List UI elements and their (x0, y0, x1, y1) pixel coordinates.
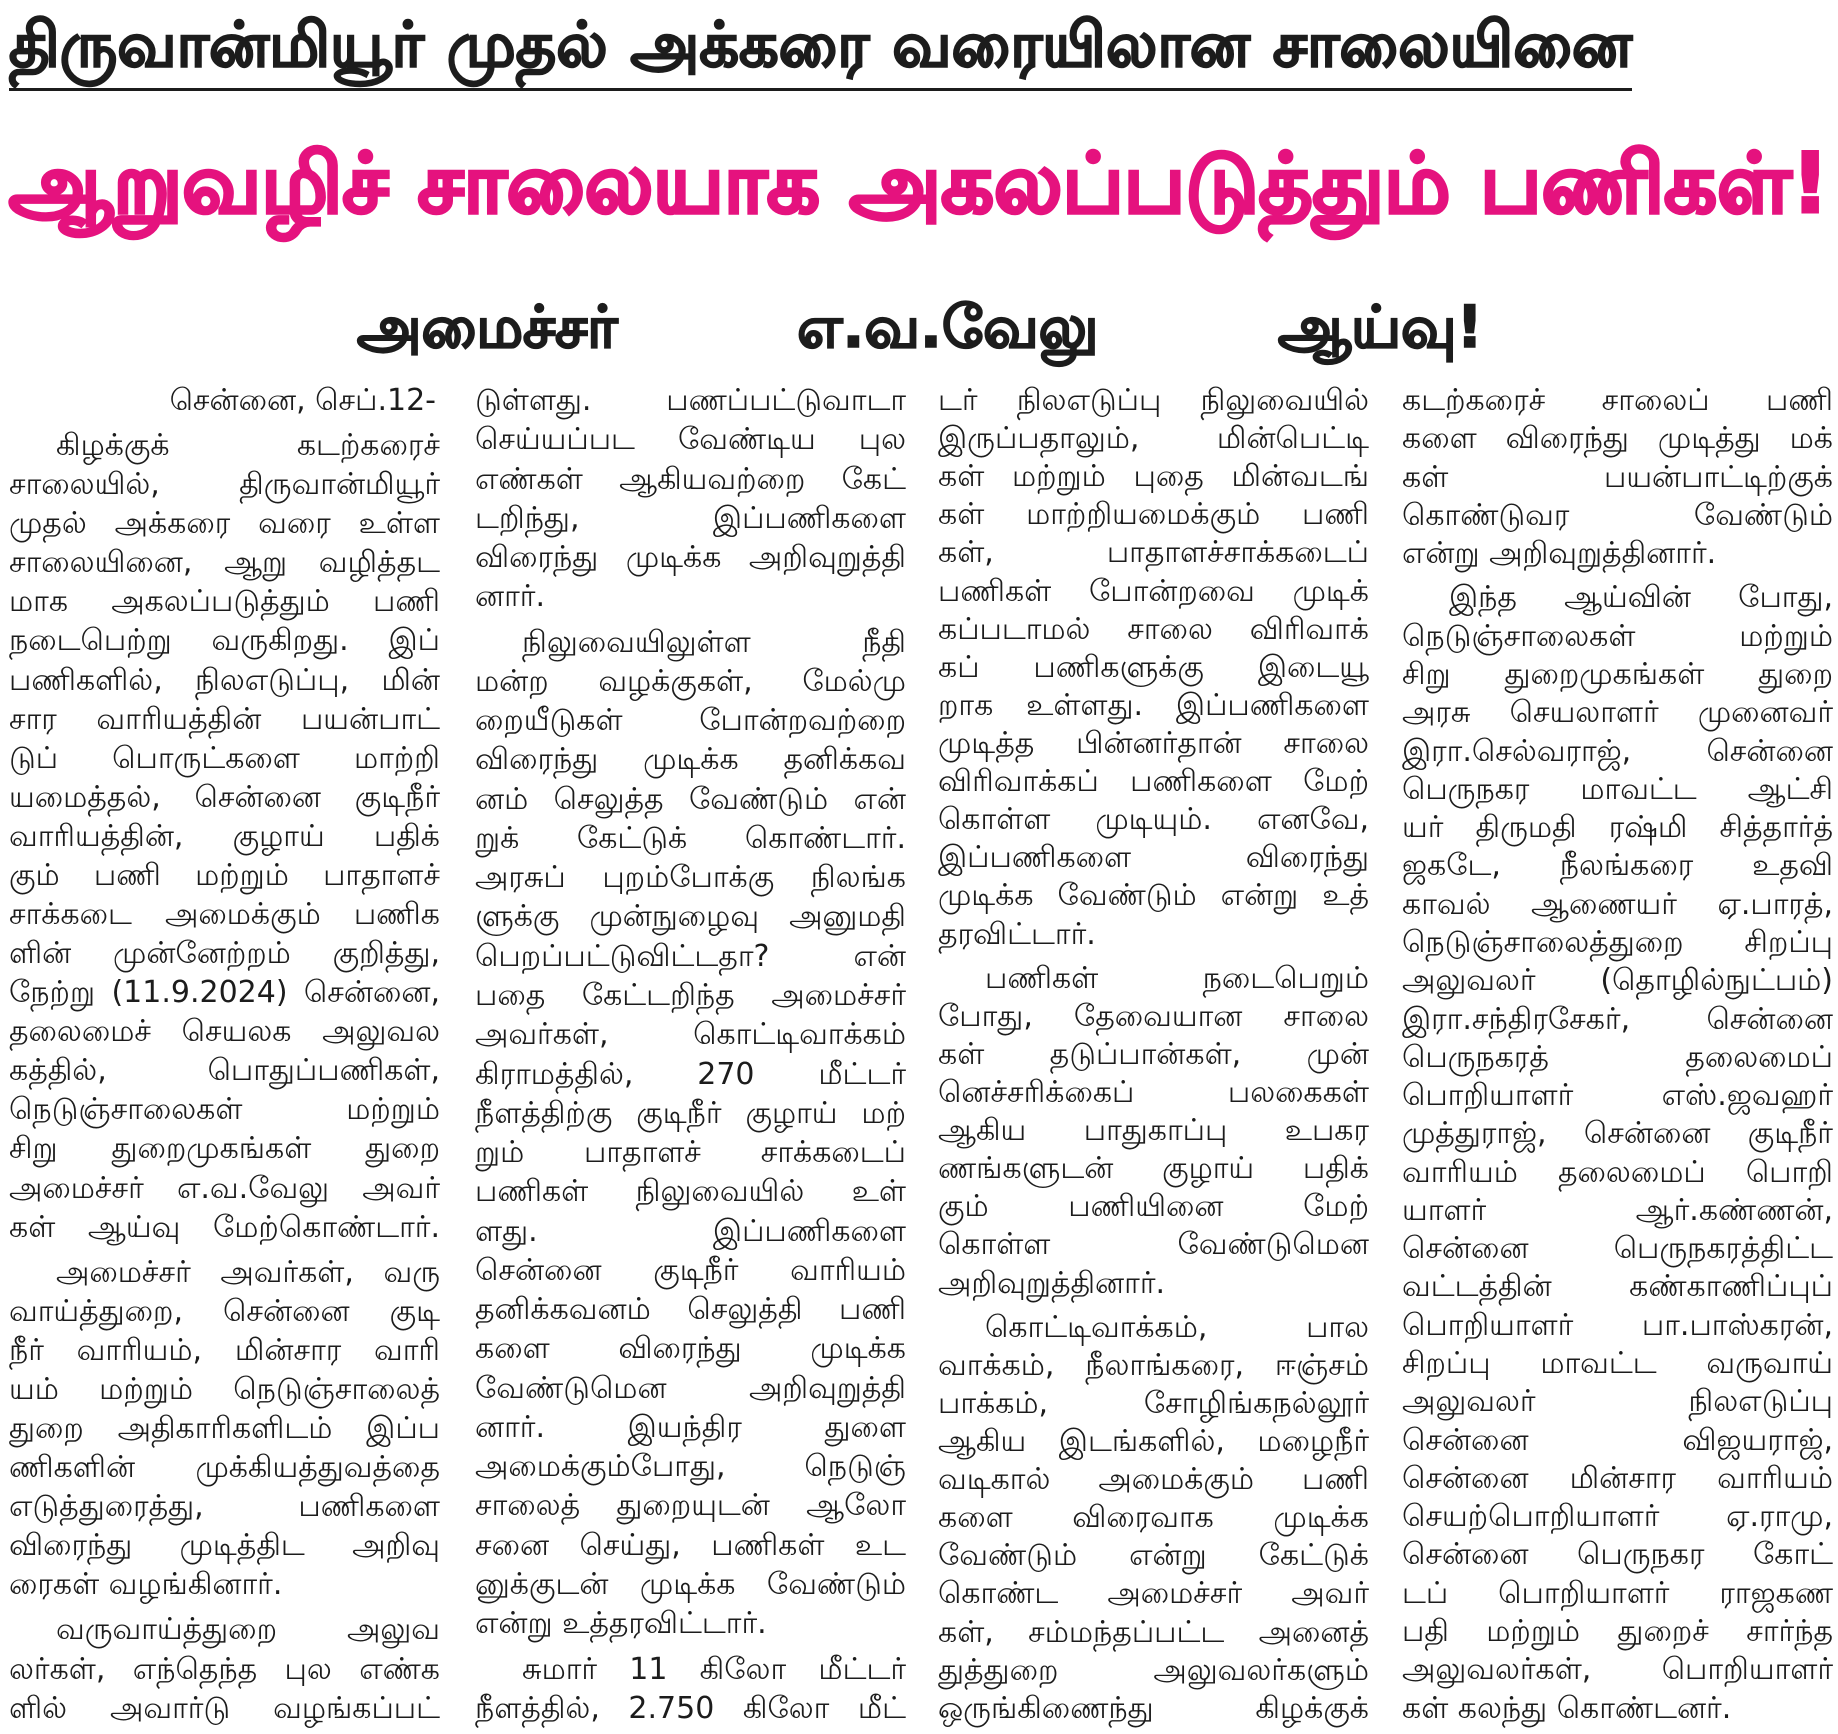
body-line: கள் பயன்பாட்டிற்குக் (1402, 459, 1833, 495)
body-line: கள் மாற்றியமைக்கும் பணி (938, 497, 1369, 533)
body-line: நெடுஞ்சாலைத்துறை சிறப்பு (1402, 924, 1833, 960)
body-line: சிறு துறைமுகங்கள் துறை (9, 1131, 440, 1167)
body-line: என்று உத்தரவிட்டார். (475, 1606, 767, 1642)
body-line: கொண்டுவர வேண்டும் (1402, 497, 1833, 533)
body-line: களை விரைந்து முடித்து மக் (1402, 421, 1833, 457)
body-line: தலைமைச் செயலக அலுவல (9, 1014, 440, 1050)
body-line: ஒருங்கிணைந்து கிழக்குக் (938, 1690, 1369, 1726)
body-line: காவல் ஆணையர் ஏ.பாரத், (1402, 886, 1833, 922)
body-line: அவர்கள், கொட்டிவாக்கம் (475, 1017, 906, 1053)
body-line: பணிகள் நடைபெறும் (985, 960, 1369, 996)
body-line: யமைத்தல், சென்னை குடிநீர் (9, 779, 440, 815)
body-line: வாய்த்துறை, சென்னை குடி (9, 1293, 440, 1329)
body-line: லர்கள், எந்தெந்த புல எண்க (9, 1651, 440, 1687)
body-line: சிறு துறைமுகங்கள் துறை (1402, 656, 1833, 692)
body-line: கத்தில், பொதுப்பணிகள், (9, 1053, 440, 1089)
body-line: பெருநகரத் தலைமைப் (1402, 1039, 1833, 1075)
body-line: ணிகளின் முக்கியத்துவத்தை (9, 1450, 440, 1486)
body-line: ஆகிய இடங்களில், மழைநீர் (938, 1423, 1369, 1459)
body-line: டுப் பொருட்களை மாற்றி (9, 740, 440, 776)
body-line: சென்னை பெருநகர கோட் (1402, 1537, 1833, 1573)
body-line: முதல் அக்கரை வரை உள்ள (9, 506, 440, 542)
body-line: அமைக்கும்போது, நெடுஞ் (475, 1449, 906, 1485)
headline-main: ஆறுவழிச் சாலையாக அகலப்படுத்தும் பணிகள்! (9, 136, 1829, 232)
body-line: இரா.செல்வராஜ், சென்னை (1402, 733, 1833, 769)
body-line: சாலையினை, ஆறு வழித்தட (9, 545, 440, 581)
body-line: அமைச்சர் எ.வ.வேலு அவர் (9, 1170, 440, 1206)
body-line: டப் பொறியாளர் ராஜகண (1402, 1575, 1833, 1611)
body-line: சென்னை பெருநகரத்திட்ட (1402, 1231, 1833, 1267)
body-line: ஜகடே, நீலங்கரை உதவி (1402, 848, 1833, 884)
body-line: எண்கள் ஆகியவற்றை கேட் (475, 461, 906, 497)
body-line: வட்டத்தின் கண்காணிப்புப் (1402, 1269, 1833, 1305)
body-line: தரவிட்டார். (938, 916, 1096, 952)
body-line: சுமார் 11 கிலோ மீட்டர் (522, 1651, 906, 1687)
body-line: டறிந்து, இப்பணிகளை (475, 500, 906, 536)
body-line: களை விரைவாக முடிக்க (938, 1500, 1369, 1536)
body-line: பணிகளில், நிலஎடுப்பு, மின் (9, 662, 440, 698)
body-line: மாக அகலப்படுத்தும் பணி (9, 584, 440, 620)
body-line: கும் பணி மற்றும் பாதாளச் (9, 857, 440, 893)
body-line: யர் திருமதி ரஷ்மி சித்தார்த் (1402, 810, 1833, 846)
body-line: ளுக்கு முன்நுழைவு அனுமதி (475, 899, 906, 935)
column-3 (938, 383, 1369, 1727)
body-line: முத்துராஜ், சென்னை குடிநீர் (1402, 1116, 1833, 1152)
body-line: அரசுப் புறம்போக்கு நிலங்க (475, 860, 906, 896)
body-line: இந்த ஆய்வின் போது, (1449, 580, 1833, 616)
body-line: அமைச்சர் அவர்கள், வரு (56, 1254, 440, 1290)
body-line: பெறப்பட்டுவிட்டதா? என் (475, 938, 906, 974)
body-line: தனிக்கவனம் செலுத்தி பணி (475, 1292, 906, 1328)
body-line: கொள்ள வேண்டுமென (938, 1227, 1369, 1263)
body-line: இருப்பதாலும், மின்பெட்டி (938, 421, 1369, 457)
body-line: கும் பணியினை மேற் (938, 1189, 1369, 1225)
body-line: வேண்டுமென அறிவுறுத்தி (475, 1370, 906, 1406)
body-line: கப் பணிகளுக்கு இடையூ (938, 649, 1369, 685)
body-line: விரைந்து முடிக்க தனிக்கவ (475, 742, 906, 778)
body-line: கொண்ட அமைச்சர் அவர் (938, 1576, 1369, 1612)
body-line: துத்துறை அலுவலர்களும் (938, 1652, 1369, 1688)
body-line: இப்பணிகளை விரைந்து (938, 840, 1369, 876)
body-line: சிறப்பு மாவட்ட வருவாய் (1402, 1346, 1833, 1382)
body-line: சாக்கடை அமைக்கும் பணிக (9, 897, 440, 933)
body-line: அலுவலர் நிலஎடுப்பு (1402, 1384, 1833, 1420)
body-line: பெருநகர மாவட்ட ஆட்சி (1402, 771, 1833, 807)
body-line: செயற்பொறியாளர் ஏ.ராமு, (1402, 1499, 1833, 1535)
body-line: கள், பாதாளச்சாக்கடைப் (938, 535, 1369, 571)
body-line: கள் கலந்து கொண்டனர். (1402, 1690, 1732, 1726)
body-line: நேற்று (11.9.2024) சென்னை, (9, 975, 440, 1011)
dateline: சென்னை, செப்.12- (169, 383, 436, 418)
column-2 (475, 383, 906, 1727)
body-line: கள், சம்மந்தப்பட்ட அனைத் (938, 1614, 1369, 1650)
body-line: இரா.சந்திரசேகர், சென்னை (1402, 1001, 1833, 1037)
body-line: கள் தடுப்பான்கள், முன் (938, 1036, 1369, 1072)
headline-subtitle: அமைச்சர் எ.வ.வேலு ஆய்வு! (357, 293, 1483, 361)
body-line: பாக்கம், சோழிங்கநல்லூர் (938, 1385, 1369, 1421)
body-line: சென்னை குடிநீர் வாரியம் (475, 1252, 906, 1288)
body-line: பதை கேட்டறிந்த அமைச்சர் (475, 977, 906, 1013)
body-line: கிழக்குக் கடற்கரைச் (56, 428, 440, 464)
column-1 (9, 383, 440, 1727)
body-line: களை விரைந்து முடிக்க (475, 1331, 906, 1367)
body-line: றாக உள்ளது. இப்பணிகளை (938, 687, 1369, 723)
body-line: நீர் வாரியம், மின்சார வாரி (9, 1332, 440, 1368)
body-line: விரைந்து முடிக்க அறிவுறுத்தி (475, 540, 906, 576)
body-line: வருவாய்த்துறை அலுவ (56, 1612, 440, 1648)
body-line: பதி மற்றும் துறைச் சார்ந்த (1402, 1614, 1833, 1649)
body-line: ரைகள் வழங்கினார். (9, 1567, 283, 1603)
body-line: யாளர் ஆர்.கண்ணன், (1402, 1192, 1833, 1228)
body-line: கள் ஆய்வு மேற்கொண்டார். (9, 1209, 440, 1245)
body-line: யம் மற்றும் நெடுஞ்சாலைத் (9, 1371, 440, 1407)
body-line: சென்னை விஜயராஜ், (1402, 1422, 1833, 1458)
column-4 (1402, 383, 1833, 1727)
body-line: வாரியம் தலைமைப் பொறி (1402, 1154, 1833, 1190)
body-line: நீளத்திற்கு குடிநீர் குழாய் மற் (475, 1095, 906, 1131)
body-line: அலுவலர்கள், பொறியாளர் (1402, 1652, 1833, 1688)
body-line: சனை செய்து, பணிகள் உட (475, 1527, 906, 1563)
body-line: துறை அதிகாரிகளிடம் இப்ப (9, 1411, 440, 1447)
body-line: விரைந்து முடித்திட அறிவு (9, 1528, 440, 1564)
body-line: கடற்கரைச் சாலைப் பணி (1402, 383, 1833, 418)
body-line: ளது. இப்பணிகளை (475, 1213, 906, 1249)
body-line: டர் நிலஎடுப்பு நிலுவையில் (938, 383, 1369, 418)
body-line: ணங்களுடன் குழாய் பதிக் (938, 1151, 1369, 1187)
body-line: வாரியத்தின், குழாய் பதிக் (9, 818, 440, 854)
body-line: அரசு செயலாளர் முனைவர் (1402, 695, 1833, 731)
body-line: னார். (475, 579, 545, 615)
body-line: மன்ற வழக்குகள், மேல்மு (475, 663, 906, 699)
body-line: னுக்குடன் முடிக்க வேண்டும் (475, 1566, 906, 1602)
body-line: வேண்டும் என்று கேட்டுக் (938, 1538, 1369, 1574)
body-line: றுக் கேட்டுக் கொண்டார். (475, 820, 906, 856)
headline-kicker: திருவான்மியூர் முதல் அக்கரை வரையிலான சாலையினை (9, 2, 1632, 91)
body-line: பொறியாளர் பா.பாஸ்கரன், (1402, 1307, 1833, 1343)
body-line: டுள்ளது. பணப்பட்டுவாடா (475, 383, 906, 418)
body-line: முடித்த பின்னர்தான் சாலை (938, 725, 1369, 761)
body-line: சென்னை மின்சார வாரியம் (1402, 1460, 1833, 1496)
body-line: கொள்ள முடியும். எனவே, (938, 802, 1369, 838)
body-line: னம் செலுத்த வேண்டும் என் (475, 781, 906, 817)
body-line: நடைபெற்று வருகிறது. இப் (9, 623, 440, 659)
body-line: அறிவுறுத்தினார். (938, 1265, 1166, 1301)
body-line: றையீடுகள் போன்றவற்றை (475, 703, 906, 739)
body-line: நெடுஞ்சாலைகள் மற்றும் (1402, 618, 1833, 654)
body-line: விரிவாக்கப் பணிகளை மேற் (938, 764, 1369, 800)
body-line: வாக்கம், நீலாங்கரை, ஈஞ்சம் (938, 1347, 1369, 1383)
body-line: நெடுஞ்சாலைகள் மற்றும் (9, 1092, 440, 1128)
body-line: ளில் அவார்டு வழங்கப்பட் (9, 1690, 440, 1726)
body-line: அலுவலர் (தொழில்நுட்பம்) (1402, 963, 1833, 999)
body-line: என்று அறிவுறுத்தினார். (1402, 536, 1717, 572)
body-line: றும் பாதாளச் சாக்கடைப் (475, 1135, 906, 1171)
body-line: ளின் முன்னேற்றம் குறித்து, (9, 936, 440, 972)
body-line: எடுத்துரைத்து, பணிகளை (9, 1489, 440, 1525)
body-line: பொறியாளர் எஸ்.ஜவஹர் (1402, 1078, 1833, 1114)
body-line: கள் மற்றும் புதை மின்வடங் (938, 459, 1369, 495)
body-line: கப்படாமல் சாலை விரிவாக் (938, 611, 1369, 647)
body-line: பணிகள் நிலுவையில் உள் (475, 1174, 906, 1210)
body-line: வடிகால் அமைக்கும் பணி (938, 1462, 1369, 1498)
body-line: பணிகள் போன்றவை முடிக் (938, 573, 1369, 609)
body-line: நிலுவையிலுள்ள நீதி (522, 624, 906, 660)
body-line: முடிக்க வேண்டும் என்று உத் (938, 878, 1369, 914)
body-line: னெச்சரிக்கைப் பலகைகள் (938, 1074, 1369, 1110)
body-line: சாலைத் துறையுடன் ஆலோ (475, 1488, 906, 1524)
body-line: சாலையில், திருவான்மியூர் (9, 467, 440, 503)
body-line: நீளத்தில், 2.750 கிலோ மீட் (475, 1690, 906, 1726)
body-line: சார வாரியத்தின் பயன்பாட் (9, 701, 440, 737)
body-line: கிராமத்தில், 270 மீட்டர் (475, 1056, 906, 1092)
body-line: கொட்டிவாக்கம், பால (985, 1309, 1369, 1345)
body-line: செய்யப்பட வேண்டிய புல (475, 422, 906, 458)
body-line: ஆகிய பாதுகாப்பு உபகர (938, 1113, 1369, 1149)
body-line: போது, தேவையான சாலை (938, 998, 1369, 1034)
body-line: னார். இயந்திர துளை (475, 1409, 906, 1445)
